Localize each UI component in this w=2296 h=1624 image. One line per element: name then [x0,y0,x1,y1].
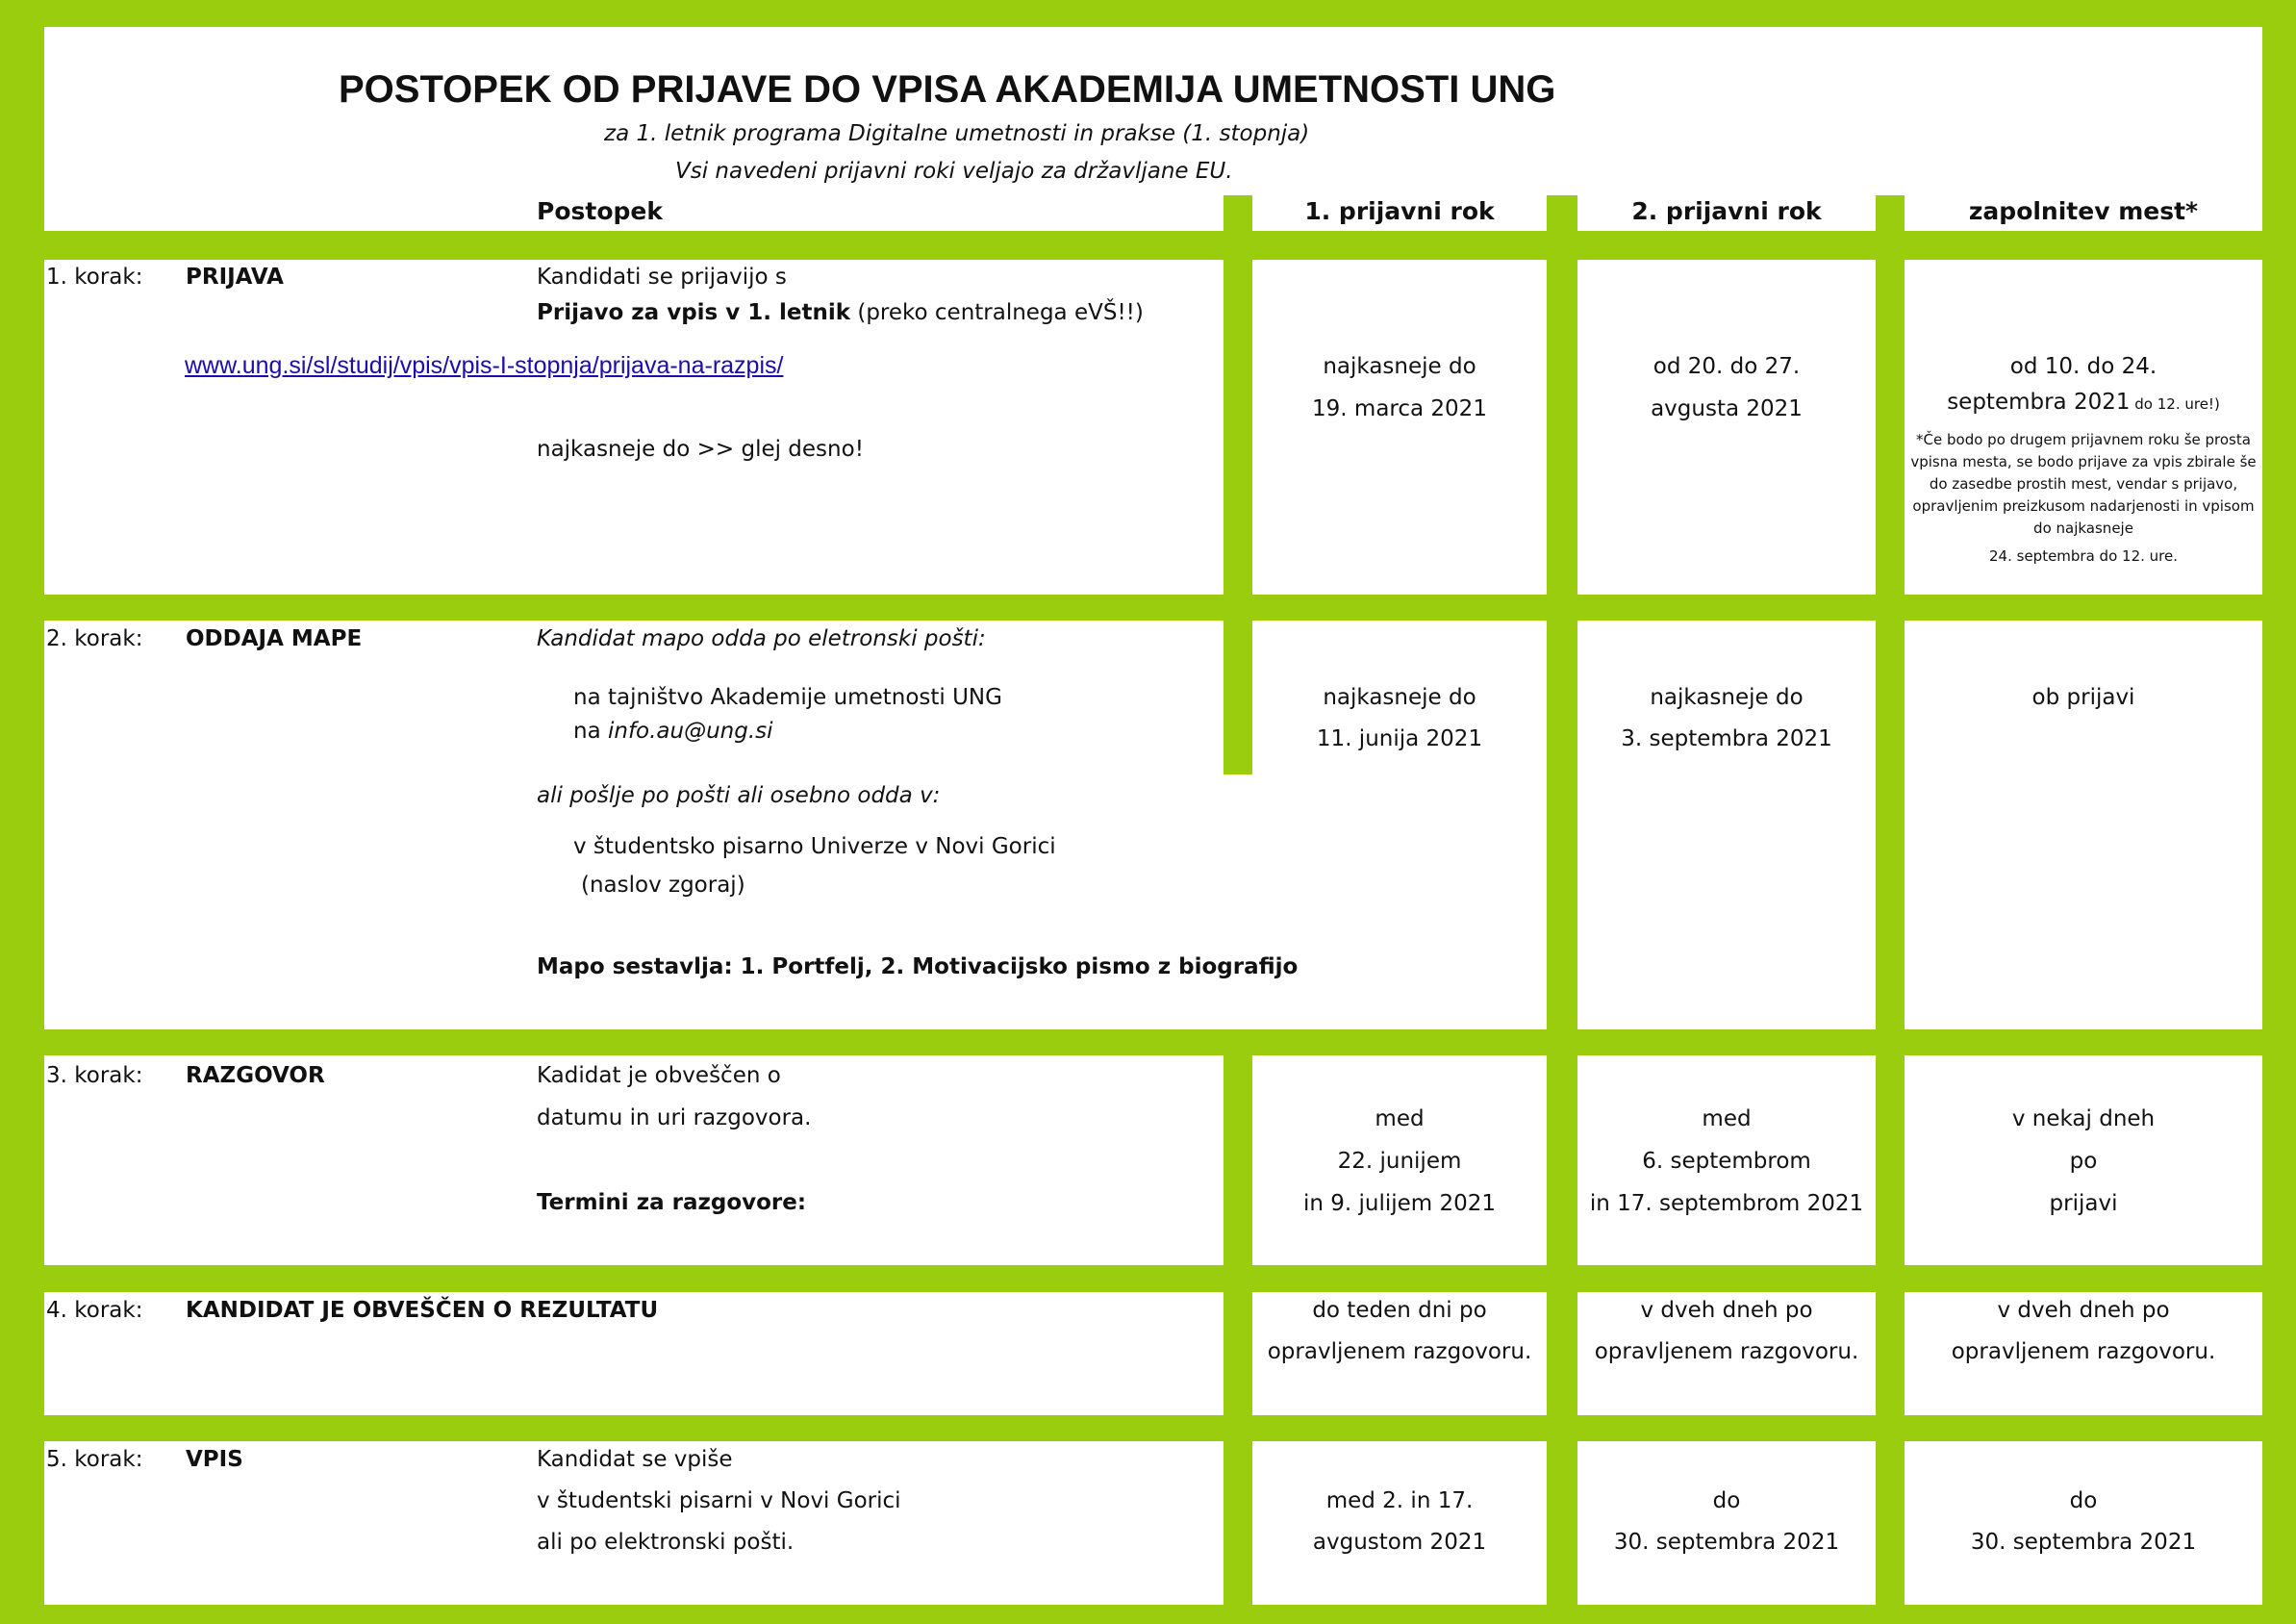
rok1-value: med 2. in 17. [1325,1488,1474,1513]
rok2-value: najkasneje do [1650,685,1804,710]
rok1-value: najkasneje do [1323,354,1476,379]
step1-rok2-cell [1577,260,1876,595]
step1-rok1-cell [1252,260,1547,595]
application-form-name: Prijavo za vpis v 1. letnik [537,300,851,325]
step-description: v študentski pisarni v Novi Gorici [537,1488,901,1513]
portfolio-contents: Mapo sestavlja: 1. Portfelj, 2. Motivacijsko pismo z biografijo [537,954,1299,979]
rok3-footnote: opravljenim preizkusom nadarjenosti in vpisom [1912,497,2255,515]
rok2-value: do [1712,1488,1741,1513]
rok1-value: do teden dni po [1312,1298,1487,1323]
header-separator [1547,195,1577,231]
rok3-value: po [2069,1149,2098,1174]
column-header-rok1: 1. prijavni rok [1304,197,1495,225]
rok3-value: do [2069,1488,2098,1513]
column-header-postopek: Postopek [537,197,663,225]
page-subtitle: za 1. letnik programa Digitalne umetnosti in prakse (1. stopnja) [604,121,1310,146]
step-description: Kadidat je obveščen o [537,1063,781,1088]
step-description: (naslov zgoraj) [581,873,745,898]
interview-dates-label: Termini za razgovore: [537,1190,807,1215]
rok2-value: v dveh dneh po [1640,1298,1813,1323]
rok2-value: 30. septembra 2021 [1613,1530,1840,1555]
step5-rok2-cell [1577,1441,1876,1605]
step-description: na tajništvo Akademije umetnosti UNG [573,685,1002,710]
rok2-value: med [1702,1106,1752,1131]
rok3-value: 30. septembra 2021 [1970,1530,2197,1555]
step-name: KANDIDAT JE OBVEŠČEN O REZULTATU [186,1298,659,1323]
rok3-footnote: *Če bodo po drugem prijavnem roku še prosta [1916,431,2251,448]
step5-rok3-cell [1905,1441,2262,1605]
rok1-value: 11. junija 2021 [1316,726,1483,751]
rok3-value: v nekaj dneh [2011,1106,2156,1131]
step-number: 3. korak: [46,1063,143,1088]
rok2-value: od 20. do 27. [1653,354,1801,379]
email-prefix: na [573,719,608,744]
step-description: ali pošlje po pošti ali osebno odda v: [537,783,941,808]
step-description: Kandidat se vpiše [537,1447,733,1472]
step-description: v študentsko pisarno Univerze v Novi Gorici [573,834,1056,859]
rok2-value: avgusta 2021 [1651,396,1803,421]
rok1-value: med [1375,1106,1425,1131]
application-link[interactable]: www.ung.si/sl/studij/vpis/vpis-I-stopnja/prijava-na-razpis/ [185,352,784,379]
rok3-value: od 10. do 24. [2009,354,2157,379]
header-separator [1224,195,1252,231]
application-form-note: (preko centralnega eVŠ!!) [850,300,1144,325]
rok1-value: 22. junijem [1337,1149,1462,1174]
page-title: POSTOPEK OD PRIJAVE DO VPISA AKADEMIJA UMETNOSTI UNG [339,68,1556,111]
rok3-value: ob prijavi [2031,685,2135,710]
step-description: Kandidat mapo odda po eletronski pošti: [537,626,986,651]
eu-note: Vsi navedeni prijavni roki veljajo za državljane EU. [675,159,1233,184]
step-name: PRIJAVA [186,265,284,290]
column-header-rok3: zapolnitev mest* [1968,197,2199,225]
step-description [573,717,773,746]
step-description [537,298,1144,327]
rok3-date: septembra 2021 [1947,390,2131,415]
step-name: VPIS [186,1447,243,1472]
step2-rok2-cell [1577,621,1876,1029]
rok3-value [1905,388,2262,417]
step2-rok3-cell [1905,621,2262,1029]
rok3-time: do 12. ure!) [2130,395,2220,413]
column-header-rok2: 2. prijavni rok [1631,197,1822,225]
step-description: ali po elektronski pošti. [537,1530,795,1555]
email-address[interactable]: info.au@ung.si [607,719,773,744]
rok2-value: 3. septembra 2021 [1621,726,1832,751]
rok1-value: avgustom 2021 [1312,1530,1487,1555]
step-number: 5. korak: [46,1447,143,1472]
step-number: 4. korak: [46,1298,143,1323]
step-name: RAZGOVOR [186,1063,325,1088]
step-number: 2. korak: [46,626,143,651]
header-separator [1876,195,1905,231]
rok1-value: najkasneje do [1323,685,1476,710]
step1-rok3-cell [1905,260,2262,595]
step5-rok1-cell [1252,1441,1547,1605]
step-description: datumu in uri razgovora. [537,1105,812,1130]
rok3-footnote: 24. septembra do 12. ure. [1989,547,2178,565]
rok2-value: opravljenem razgovoru. [1594,1339,1859,1364]
rok2-value: in 17. septembrom 2021 [1589,1191,1864,1216]
rok1-value: opravljenem razgovoru. [1267,1339,1532,1364]
rok3-footnote: do zasedbe prostih mest, vendar s prijavo, [1929,475,2238,493]
rok2-value: 6. septembrom [1642,1149,1811,1174]
rok1-value: in 9. julijem 2021 [1302,1191,1497,1216]
rok1-value: 19. marca 2021 [1312,396,1487,421]
rok3-value: v dveh dneh po [1997,1298,2170,1323]
step-name: ODDAJA MAPE [186,626,363,651]
step-number: 1. korak: [46,265,143,290]
rok3-footnote: vpisna mesta, se bodo prijave za vpis zbirale še [1910,453,2257,470]
rok3-footnote: do najkasneje [2033,520,2133,537]
rok3-value: prijavi [2049,1191,2118,1216]
step2-left-ext [1224,774,1252,1029]
step-description: Kandidati se prijavijo s [537,265,787,290]
rok3-value: opravljenem razgovoru. [1951,1339,2216,1364]
deadline-note: najkasneje do >> glej desno! [537,437,864,462]
